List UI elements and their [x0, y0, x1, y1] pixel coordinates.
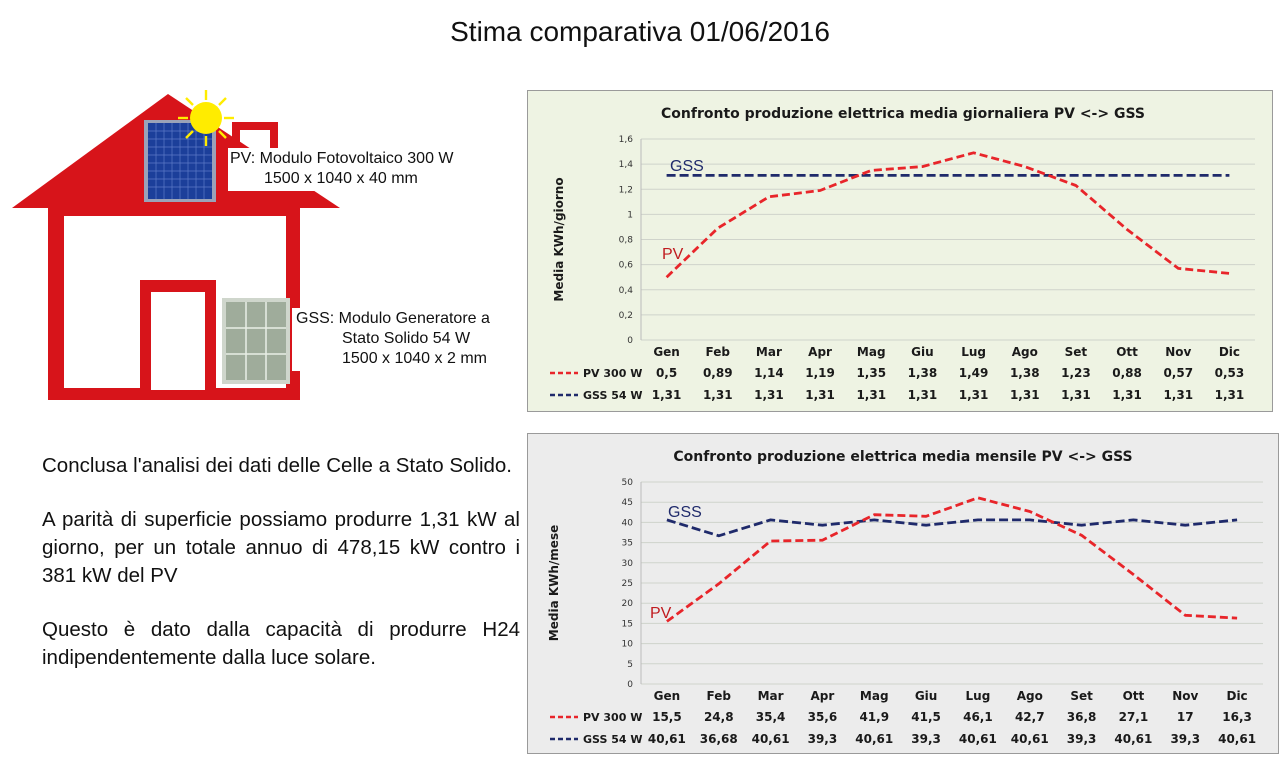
x-tick-label: Nov: [1165, 345, 1192, 359]
x-tick-label: Nov: [1172, 689, 1199, 703]
y-tick-label: 0,4: [618, 285, 633, 296]
table-cell: 41,5: [911, 710, 941, 724]
table-cell: 15,5: [652, 710, 682, 724]
gss-series-label: GSS: [670, 158, 704, 175]
table-cell: 40,61: [1010, 732, 1049, 746]
conclusion-paragraph-3: Questo è dato dalla capacità di produrre H24 indipendentemente dalla luce solare.: [42, 618, 520, 669]
chart-title: Confronto produzione elettrica media mensile PV <-> GSS: [673, 449, 1133, 465]
table-cell: 24,8: [703, 710, 734, 724]
x-tick-label: Mar: [757, 689, 784, 703]
x-tick-label: Feb: [706, 689, 731, 703]
y-tick-label: 40: [621, 518, 633, 529]
gss-module-icon: [222, 298, 290, 384]
y-tick-label: 45: [621, 498, 633, 509]
gss-series-label: GSS: [668, 504, 702, 521]
table-cell: 1,23: [1061, 366, 1091, 380]
table-cell: 40,61: [958, 732, 997, 746]
x-tick-label: Apr: [810, 689, 835, 703]
x-tick-label: Mar: [755, 345, 782, 359]
x-tick-label: Gen: [653, 345, 680, 359]
pv-series-label: PV: [662, 246, 684, 263]
table-cell: 40,61: [647, 732, 686, 746]
table-cell: 40,61: [855, 732, 894, 746]
y-tick-label: 15: [621, 619, 633, 630]
x-tick-label: Giu: [911, 345, 934, 359]
table-cell: 35,4: [755, 710, 786, 724]
pv-module-label: [228, 148, 460, 191]
table-cell: 0,88: [1112, 366, 1142, 380]
table-cell: 1,31: [1214, 388, 1245, 402]
table-cell: 39,3: [911, 732, 941, 746]
gss-legend-name: GSS 54 W: [583, 389, 643, 402]
gss-label-line3: 1500 x 1040 x 2 mm: [342, 350, 487, 367]
table-cell: 0,89: [702, 366, 733, 380]
table-cell: 1,31: [958, 388, 989, 402]
pv-label-line2: 1500 x 1040 x 40 mm: [264, 170, 418, 187]
x-tick-label: Dic: [1218, 345, 1241, 359]
table-cell: 36,8: [1066, 710, 1097, 724]
conclusion-paragraph-2: A parità di superficie possiamo produrre 1,31 kW al giorno, per un totale annuo di 478,15 kW contro i 381 kW del PV: [42, 508, 520, 587]
table-cell: 27,1: [1118, 710, 1149, 724]
table-cell: 1,31: [1112, 388, 1142, 402]
table-cell: 46,1: [963, 710, 993, 724]
table-cell: 42,7: [1014, 710, 1045, 724]
conclusion-text: [42, 452, 520, 698]
daily-production-chart: [527, 90, 1273, 412]
y-axis-label: Media KWh/giorno: [552, 177, 566, 302]
table-cell: 1,31: [805, 388, 835, 402]
table-cell: 1,31: [856, 388, 887, 402]
table-cell: 1,31: [1009, 388, 1040, 402]
table-cell: 17: [1176, 710, 1194, 724]
y-tick-label: 1,2: [618, 185, 633, 196]
table-cell: 1,49: [958, 366, 989, 380]
table-cell: 1,19: [805, 366, 835, 380]
pv-series-label: PV: [650, 605, 672, 622]
door-inner: [151, 292, 205, 390]
y-axis-label: Media KWh/mese: [547, 524, 561, 642]
monthly-chart-svg: [528, 434, 1280, 755]
y-tick-label: 0: [627, 336, 633, 346]
table-cell: 35,6: [807, 710, 838, 724]
x-tick-label: Set: [1070, 689, 1093, 703]
table-cell: 1,31: [1163, 388, 1194, 402]
table-cell: 1,38: [907, 366, 938, 380]
page-title: Stima comparativa 01/06/2016: [450, 16, 830, 47]
conclusion-paragraph-1: Conclusa l'analisi dei dati delle Celle a Stato Solido.: [42, 454, 512, 477]
y-tick-label: 35: [621, 538, 633, 549]
y-tick-label: 0,6: [618, 260, 633, 271]
daily-chart-svg: [528, 91, 1274, 413]
x-tick-label: Giu: [914, 689, 938, 703]
table-cell: 40,61: [1218, 732, 1257, 746]
pv-legend-name: PV 300 W: [583, 367, 643, 380]
y-tick-label: 0: [627, 680, 633, 690]
table-cell: 40,61: [1114, 732, 1153, 746]
table-cell: 1,31: [754, 388, 784, 402]
y-tick-label: 20: [621, 599, 633, 610]
y-tick-label: 1: [627, 210, 633, 221]
y-tick-label: 5: [627, 659, 633, 670]
x-tick-label: Apr: [808, 345, 832, 359]
table-cell: 16,3: [1222, 710, 1252, 724]
y-tick-label: 25: [621, 579, 633, 589]
table-cell: 1,31: [1061, 388, 1091, 402]
table-cell: 40,61: [751, 732, 790, 746]
y-tick-label: 30: [621, 558, 633, 569]
x-tick-label: Ott: [1122, 689, 1145, 703]
x-tick-label: Dic: [1226, 689, 1248, 703]
table-cell: 39,3: [1066, 732, 1097, 746]
gss-legend-name: GSS 54 W: [583, 733, 643, 746]
sun-icon: [178, 90, 234, 146]
x-tick-label: Ago: [1016, 689, 1043, 703]
table-cell: 1,14: [754, 366, 784, 380]
table-cell: 41,9: [859, 710, 890, 724]
table-cell: 1,31: [702, 388, 733, 402]
x-tick-label: Ott: [1116, 345, 1138, 359]
x-tick-label: Set: [1064, 345, 1088, 359]
x-tick-label: Ago: [1011, 345, 1038, 359]
table-cell: 0,5: [655, 366, 678, 380]
x-tick-label: Mag: [856, 345, 886, 359]
table-cell: 39,3: [807, 732, 838, 746]
x-tick-label: Gen: [653, 689, 681, 703]
y-tick-label: 50: [621, 478, 633, 488]
x-tick-label: Lug: [965, 689, 991, 703]
pv-label-line1: PV: Modulo Fotovoltaico 300 W: [230, 150, 454, 167]
gss-module-label: [292, 308, 498, 371]
x-tick-label: Lug: [961, 345, 986, 359]
chart-title: Confronto produzione elettrica media giornaliera PV <-> GSS: [661, 106, 1145, 122]
monthly-production-chart: [527, 433, 1279, 754]
table-cell: 0,57: [1163, 366, 1194, 380]
table-cell: 0,53: [1214, 366, 1245, 380]
y-tick-label: 10: [621, 639, 633, 650]
table-cell: 1,31: [907, 388, 938, 402]
pv-series-line: [667, 153, 1230, 277]
x-tick-label: Mag: [859, 689, 889, 703]
gss-label-line2: Stato Solido 54 W: [342, 330, 471, 347]
y-tick-label: 1,6: [618, 135, 633, 145]
y-tick-label: 1,4: [618, 160, 633, 171]
table-cell: 1,38: [1009, 366, 1040, 380]
y-tick-label: 0,8: [618, 235, 633, 246]
x-tick-label: Feb: [705, 345, 730, 359]
pv-legend-name: PV 300 W: [583, 711, 643, 724]
table-cell: 36,68: [699, 732, 738, 746]
table-cell: 39,3: [1170, 732, 1201, 746]
y-tick-label: 0,2: [618, 310, 633, 321]
table-cell: 1,35: [856, 366, 887, 380]
gss-label-line1: GSS: Modulo Generatore a: [296, 310, 490, 327]
table-cell: 1,31: [651, 388, 682, 402]
